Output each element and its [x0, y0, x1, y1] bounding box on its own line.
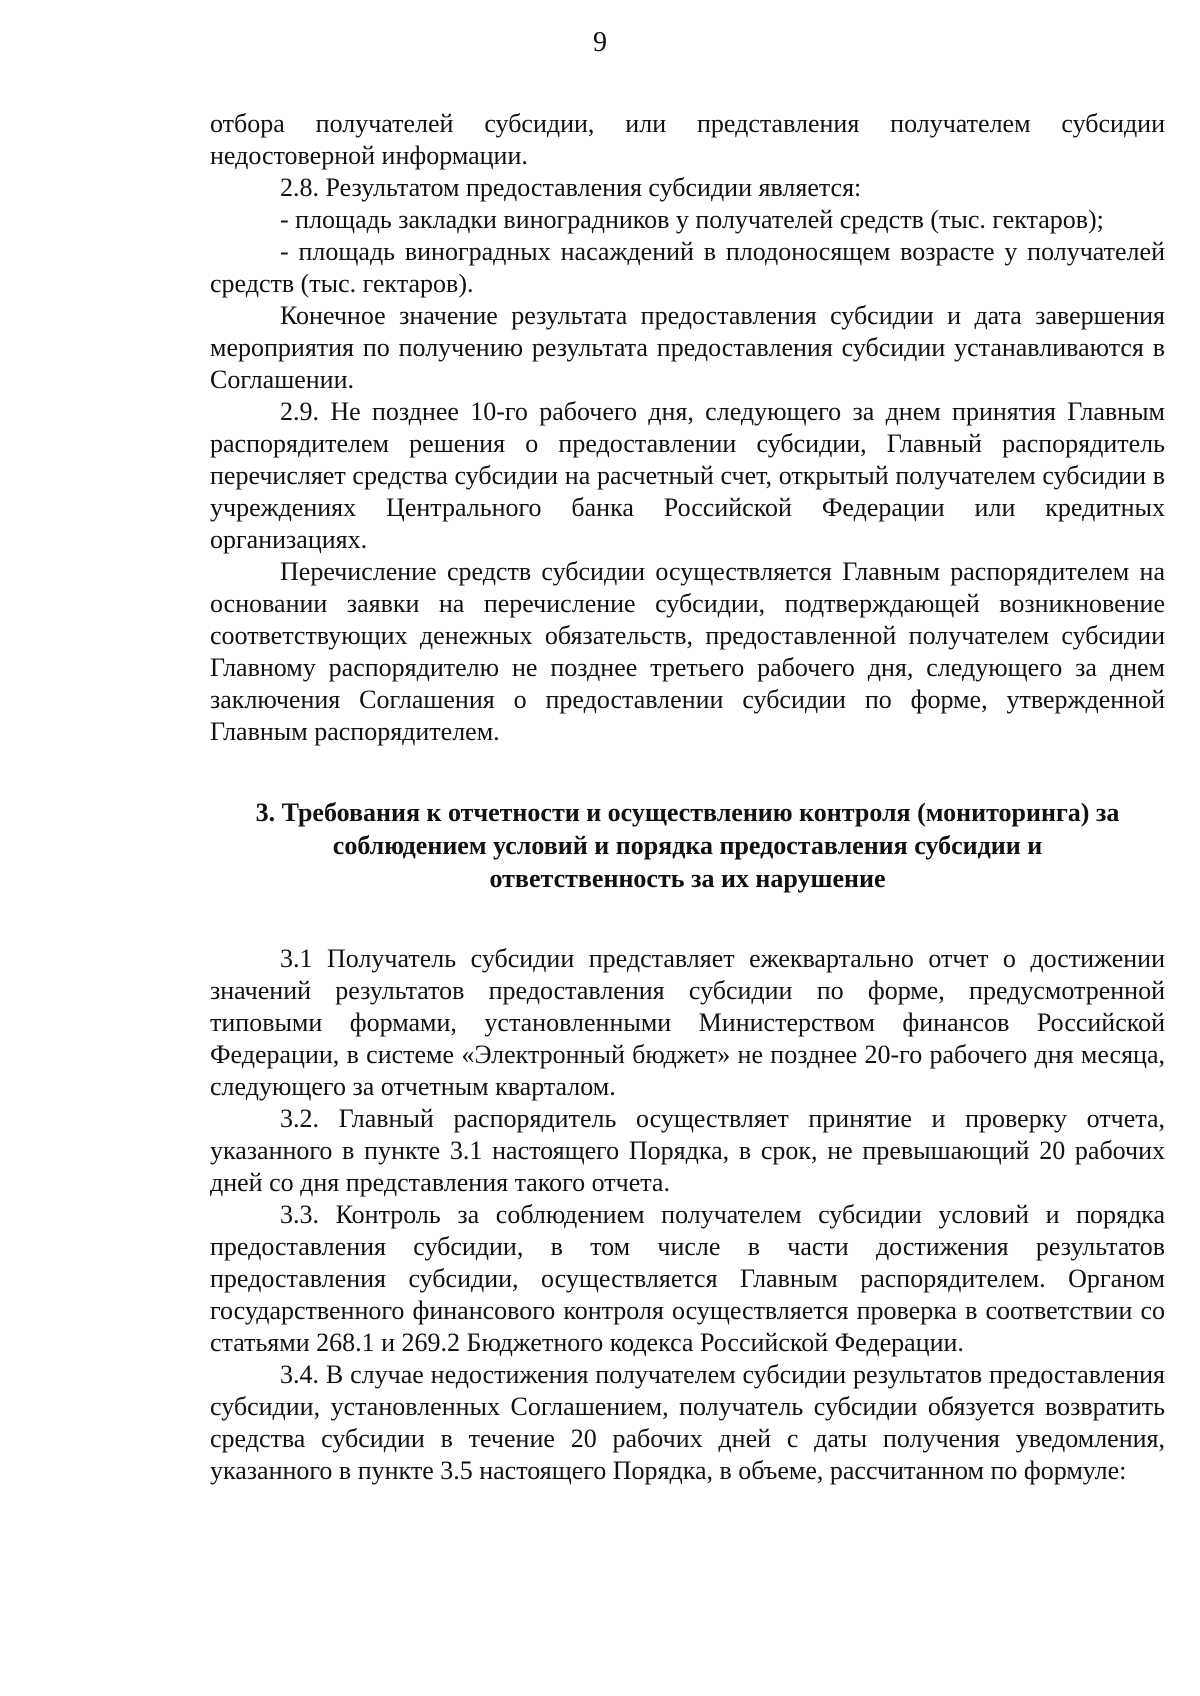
paragraph-2-8: 2.8. Результатом предоставления субсидии является:: [280, 173, 862, 202]
paragraph-transfer-of-funds: Перечисление средств субсидии осуществляется Главным распорядителем на основании заявки на перечисление субсидии, подтверждающей возникновение соответствующих денежных обязательств, предоставленной получателем субсидии Главному распорядителю не позднее третьего рабочего дня, следующего за днем заключения Соглашения о предоставлении субсидии по форме, утвержденной Главным распорядителем.: [210, 557, 1165, 746]
paragraph-continuation: отбора получателей субсидии, или представления получателем субсидии недостоверной информации.: [210, 109, 1165, 170]
document-body: [210, 108, 1165, 1487]
page-number: 9: [593, 27, 607, 58]
paragraph-3-4: 3.4. В случае недостижения получателем субсидии результатов предоставления субсидии, установленных Соглашением, получатель субсидии обязуется возвратить средства субсидии в течение 20 рабочих дней с даты получения уведомления, указанного в пункте 3.5 настоящего Порядка, в объеме, рассчитанном по формуле:: [210, 1360, 1165, 1485]
list-item-fruit-bearing-area: - площадь виноградных насаждений в плодоносящем возрасте у получателей средств (тыс. гектаров).: [210, 237, 1165, 298]
paragraph-final-value: Конечное значение результата предоставления субсидии и дата завершения мероприятия по получению результата предоставления субсидии устанавливаются в Соглашении.: [210, 301, 1165, 394]
paragraph-3-3: 3.3. Контроль за соблюдением получателем субсидии условий и порядка предоставления субсидии, в том числе в части достижения результатов предоставления субсидии, осуществляется Главным распорядителем. Органом государственного финансового контроля осуществляется проверка в соответствии со статьями 268.1 и 269.2 Бюджетного кодекса Российской Федерации.: [210, 1200, 1165, 1357]
paragraph-2-9: 2.9. Не позднее 10-го рабочего дня, следующего за днем принятия Главным распорядителем решения о предоставлении субсидии, Главный распорядитель перечисляет средства субсидии на расчетный счет, открытый получателем субсидии в учреждениях Центрального банка Российской Федерации или кредитных организациях.: [210, 397, 1165, 554]
section-3-heading: 3. Требования к отчетности и осуществлению контроля (мониторинга) за соблюдением условий и порядка предоставления субсидии и ответственность за их нарушение: [255, 798, 1120, 893]
paragraph-3-2: 3.2. Главный распорядитель осуществляет принятие и проверку отчета, указанного в пункте 3.1 настоящего Порядка, в срок, не превышающий 20 рабочих дней со дня представления такого отчета.: [210, 1104, 1165, 1197]
paragraph-3-1: 3.1 Получатель субсидии представляет ежеквартально отчет о достижении значений результатов предоставления субсидии по форме, предусмотренной типовыми формами, установленными Министерством финансов Российской Федерации, в системе «Электронный бюджет» не позднее 20-го рабочего дня месяца, следующего за отчетным кварталом.: [210, 944, 1165, 1101]
list-item-vineyard-planting-area: - площадь закладки виноградников у получателей средств (тыс. гектаров);: [280, 205, 1104, 234]
